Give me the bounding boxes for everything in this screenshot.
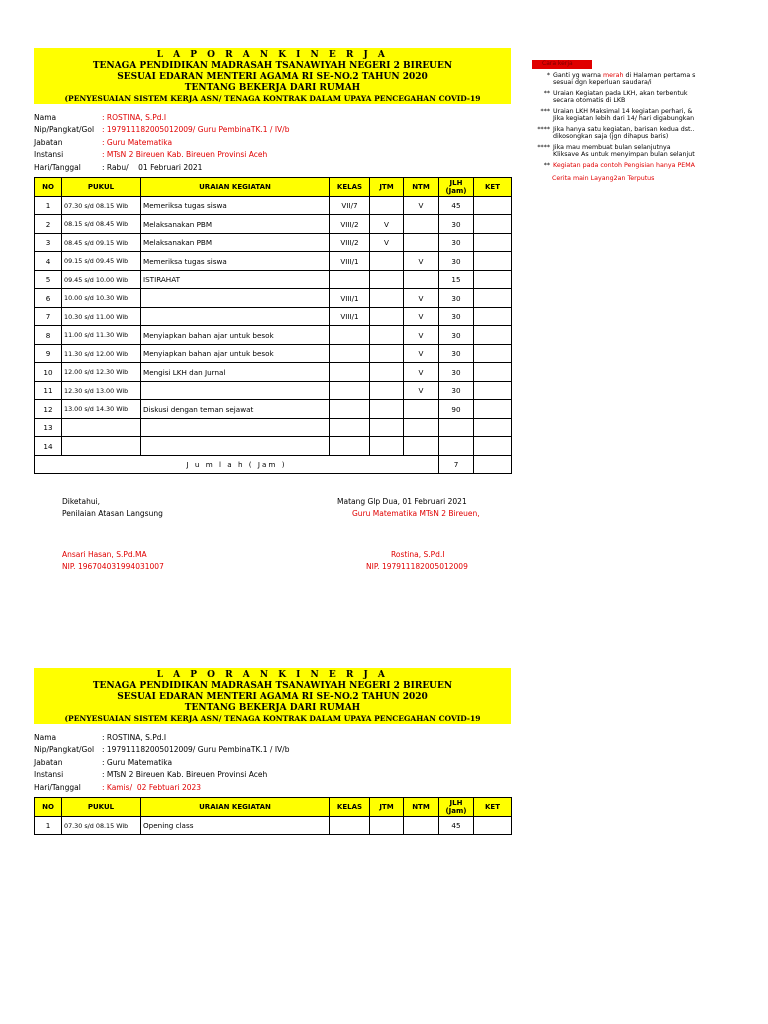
topic-line: TENTANG BEKERJA DARI RUMAH [184, 83, 361, 93]
row-jtm [370, 326, 404, 345]
row-ket [474, 816, 512, 835]
row-ket [474, 215, 512, 234]
row-pukul [62, 418, 141, 437]
row-ket [474, 252, 512, 271]
row-uraian [141, 437, 330, 456]
col-pukul: PUKUL [62, 797, 141, 816]
row-pukul: 12.30 s/d 13.00 Wib [62, 381, 141, 400]
institution-line: TENAGA PENDIDIKAN MADRASAH TSANAWIYAH NEGERI 2 BIREUEN [92, 61, 453, 71]
row-jtm [370, 363, 404, 382]
col-jlh: JLH (Jam) [439, 797, 474, 816]
note-item [530, 162, 768, 169]
row-kelas [330, 344, 370, 363]
table-row [35, 437, 512, 456]
row-pukul: 10.00 s/d 10.30 Wib [62, 289, 141, 308]
col-kelas: KELAS [330, 797, 370, 816]
row-kelas: VII/7 [330, 196, 370, 215]
row-ntm [404, 270, 439, 289]
nama-value: : ROSTINA, S.Pd.I [102, 113, 167, 122]
row-no: 1 [35, 196, 62, 215]
row-uraian: Menyiapkan bahan ajar untuk besok [141, 344, 330, 363]
row-no: 11 [35, 381, 62, 400]
row-uraian: Memeriksa tugas siswa [141, 252, 330, 271]
row-ket [474, 196, 512, 215]
note-item [530, 126, 768, 140]
note-text-line2: sesuai dgn keperluan saudara/i [553, 79, 652, 86]
row-no: 7 [35, 307, 62, 326]
table-row [35, 270, 512, 289]
jabatan-value: : Guru Matematika [102, 757, 173, 767]
row-kelas [330, 270, 370, 289]
row-no: 9 [35, 344, 62, 363]
col-uraian: URAIAN KEGIATAN [141, 177, 330, 196]
notes-title: Cara kerja [532, 60, 592, 69]
subtitle-line: (PENYESUAIAN SISTEM KERJA ASN/ TENAGA KONTRAK DALAM UPAYA PENCEGAHAN COVID-19 [64, 94, 481, 103]
row-jlh: 45 [439, 816, 474, 835]
row-ntm [404, 418, 439, 437]
col-jlh: JLH (Jam) [439, 177, 474, 196]
pegawai-nip: NIP. 197911182005012009 [366, 562, 468, 571]
report-header [34, 668, 511, 724]
jumlah-label: J u m l a h ( Jam ) [35, 455, 439, 474]
row-ntm [404, 400, 439, 419]
notes-footer: Cerita main Layang2an Terputus [552, 175, 655, 182]
nip-label: Nip/Pangkat/Gol [34, 745, 95, 755]
row-ket [474, 363, 512, 382]
row-ntm: V [404, 381, 439, 400]
row-uraian: Diskusi dengan teman sejawat [141, 400, 330, 419]
row-ntm: V [404, 252, 439, 271]
row-jlh: 30 [439, 233, 474, 252]
row-jlh: 30 [439, 252, 474, 271]
row-pukul: 07.30 s/d 08.15 Wib [62, 816, 141, 835]
row-pukul: 11.00 s/d 11.30 Wib [62, 326, 141, 345]
row-pukul: 12.00 s/d 12.30 Wib [62, 363, 141, 382]
row-jlh: 30 [439, 344, 474, 363]
row-no: 6 [35, 289, 62, 308]
note-marker: *** [540, 108, 550, 115]
employee-info [34, 732, 511, 794]
col-jtm: JTM [370, 177, 404, 196]
note-text: Jika mau membuat bulan selanjutnya [553, 144, 671, 151]
note-item [530, 72, 768, 86]
note-text: Kegiatan pada contoh Pengisian hanya PEMA [553, 162, 695, 169]
tanggal-value: 02 Febtuari 2023 [136, 782, 202, 792]
row-jlh [439, 418, 474, 437]
table-row [35, 307, 512, 326]
row-kelas [330, 400, 370, 419]
row-no: 5 [35, 270, 62, 289]
note-text-line2: dikosongkan saja (jgn dihapus baris) [553, 133, 669, 140]
row-pukul: 09.45 s/d 10.00 Wib [62, 270, 141, 289]
report-1 [34, 48, 511, 474]
row-jlh: 30 [439, 381, 474, 400]
activity-table [34, 177, 512, 475]
jumlah-ket [474, 455, 512, 474]
hari-value: : Rabu/ [102, 162, 129, 172]
col-ntm: NTM [404, 177, 439, 196]
row-jtm [370, 381, 404, 400]
row-jlh: 30 [439, 289, 474, 308]
row-uraian [141, 381, 330, 400]
table-row [35, 363, 512, 382]
col-kelas: KELAS [330, 177, 370, 196]
row-pukul: 08.45 s/d 09.15 Wib [62, 233, 141, 252]
row-ntm: V [404, 196, 439, 215]
note-highlight: merah [603, 72, 624, 79]
institution-line: TENAGA PENDIDIKAN MADRASAH TSANAWIYAH NEGERI 2 BIREUEN [92, 681, 453, 691]
note-text: Ganti yg warna [553, 72, 604, 79]
row-jtm [370, 816, 404, 835]
row-ket [474, 381, 512, 400]
report-title: L A P O R A N K I N E R J A [156, 670, 389, 680]
row-ket [474, 437, 512, 456]
row-no: 4 [35, 252, 62, 271]
col-ket: KET [474, 797, 512, 816]
row-kelas [330, 437, 370, 456]
table-row [35, 418, 512, 437]
table-row [35, 381, 512, 400]
row-uraian: Memeriksa tugas siswa [141, 196, 330, 215]
row-uraian [141, 418, 330, 437]
col-no: NO [35, 797, 62, 816]
employee-info [34, 112, 511, 174]
row-uraian: Melaksanakan PBM [141, 233, 330, 252]
row-pukul: 11.30 s/d 12.00 Wib [62, 344, 141, 363]
row-kelas [330, 816, 370, 835]
jabatan-label: Jabatan [34, 137, 63, 147]
penilai-text: Penilaian Atasan Langsung [62, 509, 163, 518]
row-jlh: 30 [439, 363, 474, 382]
nip-value: : 197911182005012009/ Guru PembinaTK.1 / IV/b [102, 745, 290, 755]
nip-label: Nip/Pangkat/Gol [34, 125, 95, 135]
row-uraian [141, 289, 330, 308]
row-no: 12 [35, 400, 62, 419]
row-no: 3 [35, 233, 62, 252]
nip-value: : 197911182005012009/ Guru PembinaTK.1 / IV/b [102, 125, 290, 135]
row-ntm: V [404, 326, 439, 345]
note-text: Jika hanya satu kegiatan, barisan kedua dst.. [553, 126, 695, 133]
row-ntm: V [404, 307, 439, 326]
row-uraian: Mengisi LKH dan Jurnal [141, 363, 330, 382]
nama-label: Nama [34, 113, 57, 122]
note-text: Uraian LKH Maksimal 14 kegiatan perhari, & [553, 108, 693, 115]
signer-position: Guru Matematika MTsN 2 Bireuen, [352, 509, 480, 518]
row-uraian: Melaksanakan PBM [141, 215, 330, 234]
row-kelas [330, 418, 370, 437]
table-row [35, 196, 512, 215]
row-kelas [330, 363, 370, 382]
table-row [35, 215, 512, 234]
row-ket [474, 307, 512, 326]
table-row [35, 400, 512, 419]
note-text: Uraian Kegiatan pada LKH, akan terbentuk [553, 90, 688, 97]
hari-value: : Kamis/ [102, 782, 133, 792]
row-ntm: V [404, 363, 439, 382]
note-item [530, 90, 768, 104]
row-jlh [439, 437, 474, 456]
table-row [35, 816, 512, 835]
row-pukul: 09.15 s/d 09.45 Wib [62, 252, 141, 271]
note-text-line2: Jika kegiatan lebih dari 14/ hari digabungkan [553, 115, 695, 122]
report-title: L A P O R A N K I N E R J A [156, 50, 389, 60]
row-no: 1 [35, 816, 62, 835]
row-kelas: VIII/1 [330, 289, 370, 308]
row-ntm: V [404, 289, 439, 308]
atasan-name: Ansari Hasan, S.Pd.MA [62, 550, 147, 559]
row-no: 2 [35, 215, 62, 234]
note-marker: ** [543, 162, 550, 169]
row-ntm [404, 215, 439, 234]
instructions-panel [530, 60, 768, 182]
row-ket [474, 289, 512, 308]
jabatan-value: : Guru Matematika [102, 137, 173, 147]
col-no: NO [35, 177, 62, 196]
activity-table [34, 797, 512, 836]
row-ntm [404, 437, 439, 456]
regulation-line: SESUAI EDARAN MENTERI AGAMA RI SE-NO.2 TAHUN 2020 [117, 72, 428, 82]
row-jtm: V [370, 233, 404, 252]
row-jtm [370, 418, 404, 437]
diketahui-text: Diketahui, [62, 497, 101, 506]
row-ntm [404, 233, 439, 252]
row-jtm [370, 196, 404, 215]
row-jtm [370, 289, 404, 308]
atasan-nip: NIP. 196704031994031007 [62, 562, 164, 571]
row-ket [474, 344, 512, 363]
table-row [35, 252, 512, 271]
row-jlh: 45 [439, 196, 474, 215]
row-kelas: VIII/1 [330, 307, 370, 326]
row-kelas: VIII/2 [330, 215, 370, 234]
row-no: 13 [35, 418, 62, 437]
table-row [35, 344, 512, 363]
regulation-line: SESUAI EDARAN MENTERI AGAMA RI SE-NO.2 TAHUN 2020 [117, 692, 428, 702]
jumlah-value: 7 [439, 455, 474, 474]
row-ntm: V [404, 344, 439, 363]
row-ntm [404, 816, 439, 835]
note-text-line2: Kliksave As untuk menyimpan bulan selanjut [553, 151, 695, 158]
topic-line: TENTANG BEKERJA DARI RUMAH [184, 703, 361, 713]
instansi-label: Instansi [34, 770, 64, 780]
col-pukul: PUKUL [62, 177, 141, 196]
table-row [35, 289, 512, 308]
instansi-value: : MTsN 2 Bireuen Kab. Bireuen Provinsi Aceh [102, 150, 268, 160]
subtitle-line: (PENYESUAIAN SISTEM KERJA ASN/ TENAGA KONTRAK DALAM UPAYA PENCEGAHAN COVID-19 [64, 714, 481, 723]
row-ket [474, 233, 512, 252]
row-kelas [330, 381, 370, 400]
row-jlh: 15 [439, 270, 474, 289]
table-row [35, 233, 512, 252]
row-ket [474, 418, 512, 437]
row-jlh: 30 [439, 307, 474, 326]
row-jlh: 30 [439, 215, 474, 234]
note-text-line2: secara otomatis di LKB [553, 97, 626, 104]
note-item [530, 144, 768, 158]
row-no: 10 [35, 363, 62, 382]
row-jlh: 30 [439, 326, 474, 345]
tanggal-label: Hari/Tanggal [34, 162, 81, 172]
pegawai-name: Rostina, S.Pd.I [391, 550, 445, 559]
note-item [530, 108, 768, 122]
row-jtm: V [370, 215, 404, 234]
row-kelas [330, 326, 370, 345]
row-uraian [141, 307, 330, 326]
row-jtm [370, 307, 404, 326]
nama-value: : ROSTINA, S.Pd.I [102, 733, 167, 742]
row-pukul: 10.30 s/d 11.00 Wib [62, 307, 141, 326]
row-ket [474, 326, 512, 345]
report-header [34, 48, 511, 104]
row-kelas: VIII/2 [330, 233, 370, 252]
row-jtm [370, 270, 404, 289]
row-pukul: 07.30 s/d 08.15 Wib [62, 196, 141, 215]
note-text-rest: di Halaman pertama s [623, 72, 696, 79]
row-ket [474, 400, 512, 419]
table-row [35, 326, 512, 345]
row-jlh: 90 [439, 400, 474, 419]
note-marker: ** [543, 90, 550, 97]
row-pukul [62, 437, 141, 456]
row-jtm [370, 400, 404, 419]
row-pukul: 13.00 s/d 14.30 Wib [62, 400, 141, 419]
report-2 [34, 668, 511, 835]
row-uraian: ISTIRAHAT [141, 270, 330, 289]
col-jtm: JTM [370, 797, 404, 816]
row-jtm [370, 437, 404, 456]
row-uraian: Opening class [141, 816, 330, 835]
nama-label: Nama [34, 733, 57, 742]
instansi-value: : MTsN 2 Bireuen Kab. Bireuen Provinsi Aceh [102, 770, 268, 780]
row-ket [474, 270, 512, 289]
row-uraian: Menyiapkan bahan ajar untuk besok [141, 326, 330, 345]
note-marker: **** [537, 126, 550, 133]
row-no: 8 [35, 326, 62, 345]
jabatan-label: Jabatan [34, 757, 63, 767]
col-uraian: URAIAN KEGIATAN [141, 797, 330, 816]
row-pukul: 08.15 s/d 08.45 Wib [62, 215, 141, 234]
col-ntm: NTM [404, 797, 439, 816]
row-jtm [370, 252, 404, 271]
tanggal-label: Hari/Tanggal [34, 782, 81, 792]
col-ket: KET [474, 177, 512, 196]
row-jtm [370, 344, 404, 363]
note-marker: **** [537, 144, 550, 151]
place-date: Matang Glp Dua, 01 Februari 2021 [337, 497, 467, 506]
note-marker: * [546, 72, 550, 79]
tanggal-value: 01 Februari 2021 [138, 162, 203, 172]
row-no: 14 [35, 437, 62, 456]
row-kelas: VIII/1 [330, 252, 370, 271]
instansi-label: Instansi [34, 150, 64, 160]
